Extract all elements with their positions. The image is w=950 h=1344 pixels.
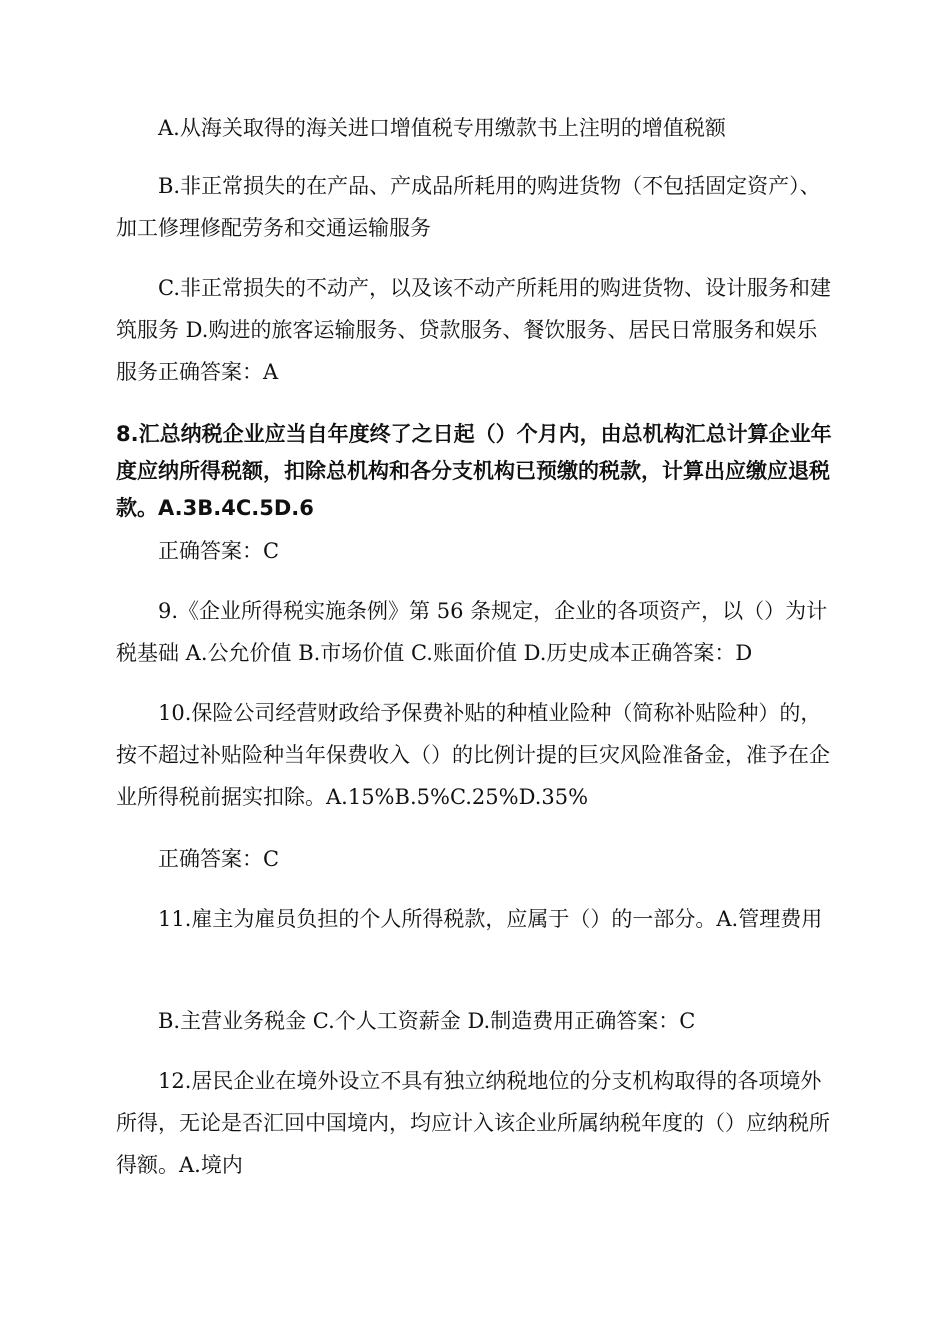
question-10: 10.保险公司经营财政给予保费补贴的种植业险种（简称补贴险种）的，按不超过补贴险种当年保费收入（）的比例计提的巨灾风险准备金，准予在企业所得税前据实扣除。A.15%B.5%C.25%D.35% [116,701,830,809]
paragraph-option-a: A.从海关取得的海关进口增值税专用缴款书上注明的增值税额 [158,116,726,140]
question-11-options: B.主营业务税金 C.个人工资薪金 D.制造费用正确答案：C [158,1009,696,1033]
answer-8: 正确答案：C [158,539,280,563]
question-9: 9.《企业所得税实施条例》第 56 条规定，企业的各项资产，以（）为计税基础 A.公允价值 B.市场价值 C.账面价值 D.历史成本正确答案：D [116,599,828,665]
paragraph-option-b: B.非正常损失的在产品、产成品所耗用的购进货物（不包括固定资产）、加工修理修配劳务和交通运输服务 [116,174,821,240]
question-12: 12.居民企业在境外设立不具有独立纳税地位的分支机构取得的各项境外所得，无论是否汇回中国境内，均应计入该企业所属纳税年度的（）应纳税所得额。A.境内 [116,1069,830,1177]
question-11: 11.雇主为雇员负担的个人所得税款，应属于（）的一部分。A.管理费用 [158,907,823,931]
paragraph-option-c-d: C.非正常损失的不动产，以及该不动产所耗用的购进货物、设计服务和建筑服务 D.购进的旅客运输服务、贷款服务、餐饮服务、居民日常服务和娱乐服务正确答案：A [116,276,831,384]
question-8: 8.汇总纳税企业应当自年度终了之日起（）个月内，由总机构汇总计算企业年度应纳所得税额，扣除总机构和各分支机构已预缴的税款，计算出应缴应退税款。A.3B.4C.5D.6 [116,422,832,520]
answer-10: 正确答案：C [158,847,280,871]
